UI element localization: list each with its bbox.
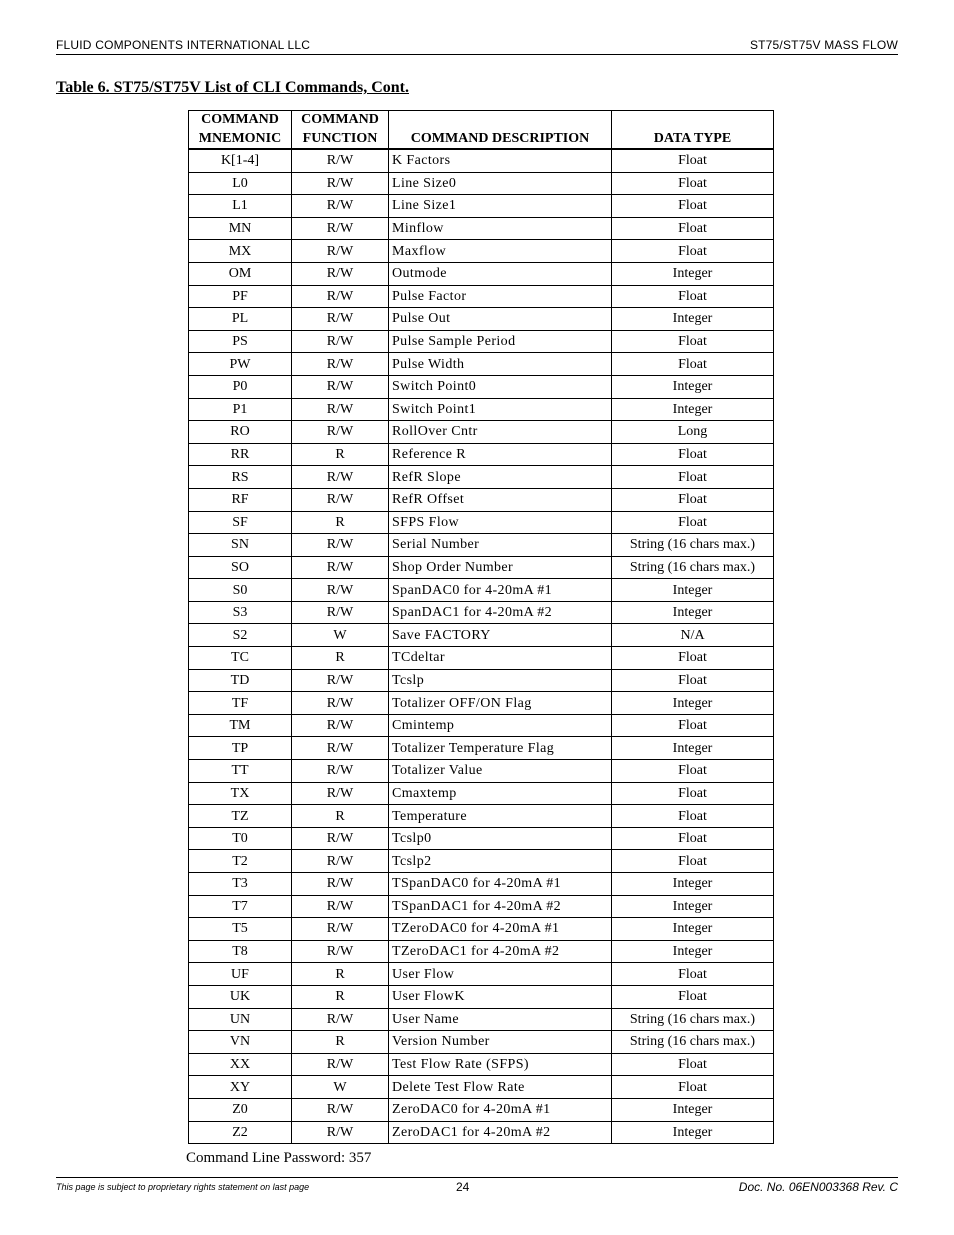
cell-data-type: Integer — [612, 579, 774, 602]
cell-mnemonic: S0 — [189, 579, 292, 602]
cell-function: R/W — [292, 918, 389, 941]
cell-data-type: Float — [612, 714, 774, 737]
cell-description: Test Flow Rate (SFPS) — [389, 1053, 612, 1076]
cell-function: R/W — [292, 1098, 389, 1121]
table-row — [189, 466, 774, 489]
cell-description: Outmode — [389, 262, 612, 285]
cell-function: R/W — [292, 172, 389, 195]
cell-description: Reference R — [389, 443, 612, 466]
cell-mnemonic: T3 — [189, 873, 292, 896]
cell-data-type: String (16 chars max.) — [612, 1031, 774, 1054]
cell-data-type: Integer — [612, 940, 774, 963]
table-row — [189, 579, 774, 602]
cell-description: TSpanDAC0 for 4-20mA #1 — [389, 873, 612, 896]
cell-description: TCdeltar — [389, 647, 612, 670]
cell-data-type: Float — [612, 1076, 774, 1099]
cell-data-type: Float — [612, 805, 774, 828]
table-row — [189, 308, 774, 331]
cell-mnemonic: PL — [189, 308, 292, 331]
table-row — [189, 1098, 774, 1121]
cell-mnemonic: TF — [189, 692, 292, 715]
cell-mnemonic: T0 — [189, 827, 292, 850]
cell-mnemonic: PF — [189, 285, 292, 308]
cell-data-type: Integer — [612, 1098, 774, 1121]
cell-mnemonic: Z2 — [189, 1121, 292, 1144]
cell-function: R/W — [292, 398, 389, 421]
table-row — [189, 895, 774, 918]
cell-mnemonic: SN — [189, 534, 292, 557]
table-row — [189, 1008, 774, 1031]
cell-mnemonic: L1 — [189, 195, 292, 218]
cell-description: Totalizer OFF/ON Flag — [389, 692, 612, 715]
cell-description: Cmintemp — [389, 714, 612, 737]
cell-data-type: Float — [612, 1053, 774, 1076]
cell-description: Switch Point0 — [389, 375, 612, 398]
table-row — [189, 353, 774, 376]
cell-data-type: Float — [612, 511, 774, 534]
table-row — [189, 149, 774, 172]
cell-function: R/W — [292, 782, 389, 805]
cell-description: Tcslp2 — [389, 850, 612, 873]
cell-description: Tcslp0 — [389, 827, 612, 850]
cell-data-type: Integer — [612, 895, 774, 918]
cell-description: Tcslp — [389, 669, 612, 692]
cell-function: R/W — [292, 330, 389, 353]
cell-description: Pulse Width — [389, 353, 612, 376]
table-row — [189, 827, 774, 850]
cell-description: SFPS Flow — [389, 511, 612, 534]
cell-description: RollOver Cntr — [389, 421, 612, 444]
cell-function: W — [292, 624, 389, 647]
cell-description: Line Size0 — [389, 172, 612, 195]
cell-data-type: Integer — [612, 692, 774, 715]
cell-mnemonic: RS — [189, 466, 292, 489]
cell-function: R/W — [292, 1008, 389, 1031]
password-note: Command Line Password: 357 — [186, 1150, 372, 1166]
cell-data-type: Integer — [612, 918, 774, 941]
table-row — [189, 172, 774, 195]
page-number: 24 — [456, 1180, 470, 1194]
cell-description: Line Size1 — [389, 195, 612, 218]
cell-function: W — [292, 1076, 389, 1099]
cell-data-type: Float — [612, 240, 774, 263]
cell-function: R/W — [292, 240, 389, 263]
cell-data-type: N/A — [612, 624, 774, 647]
header-function-line2: FUNCTION — [292, 129, 389, 149]
cell-description: Maxflow — [389, 240, 612, 263]
footer-divider — [56, 1177, 898, 1178]
table-row — [189, 1076, 774, 1099]
cell-mnemonic: TD — [189, 669, 292, 692]
cell-mnemonic: RR — [189, 443, 292, 466]
table-row — [189, 195, 774, 218]
table-row — [189, 782, 774, 805]
table-header — [189, 111, 774, 150]
cell-function: R/W — [292, 308, 389, 331]
cell-data-type: Integer — [612, 308, 774, 331]
cell-function: R/W — [292, 195, 389, 218]
cell-mnemonic: UF — [189, 963, 292, 986]
cell-function: R/W — [292, 534, 389, 557]
cell-data-type: Integer — [612, 1121, 774, 1144]
cell-mnemonic: T2 — [189, 850, 292, 873]
cell-description: Pulse Factor — [389, 285, 612, 308]
table-row — [189, 963, 774, 986]
cell-data-type: Integer — [612, 398, 774, 421]
cell-mnemonic: SO — [189, 556, 292, 579]
cell-function: R — [292, 647, 389, 670]
cell-mnemonic: MX — [189, 240, 292, 263]
cell-description: User FlowK — [389, 985, 612, 1008]
cell-mnemonic: PW — [189, 353, 292, 376]
cell-function: R/W — [292, 217, 389, 240]
cell-description: Pulse Out — [389, 308, 612, 331]
cell-description: Pulse Sample Period — [389, 330, 612, 353]
header-function-line1: COMMAND — [292, 111, 389, 130]
cell-data-type: Float — [612, 285, 774, 308]
cell-data-type: Float — [612, 217, 774, 240]
cell-function: R/W — [292, 714, 389, 737]
cell-mnemonic: TM — [189, 714, 292, 737]
table-row — [189, 262, 774, 285]
cell-mnemonic: OM — [189, 262, 292, 285]
cli-commands-table — [188, 110, 774, 1144]
cell-function: R/W — [292, 850, 389, 873]
cell-description: Save FACTORY — [389, 624, 612, 647]
table-row — [189, 624, 774, 647]
cell-mnemonic: TP — [189, 737, 292, 760]
cell-data-type: Float — [612, 669, 774, 692]
cell-data-type: Float — [612, 782, 774, 805]
cell-data-type: Float — [612, 466, 774, 489]
cell-data-type: Float — [612, 963, 774, 986]
header-description: COMMAND DESCRIPTION — [389, 129, 612, 149]
cell-mnemonic: P1 — [189, 398, 292, 421]
header-mnemonic-line2: MNEMONIC — [189, 129, 292, 149]
cell-function: R/W — [292, 940, 389, 963]
cell-mnemonic: Z0 — [189, 1098, 292, 1121]
cell-function: R/W — [292, 601, 389, 624]
header-description-spacer — [389, 111, 612, 130]
table-row — [189, 511, 774, 534]
cell-function: R/W — [292, 488, 389, 511]
cell-mnemonic: RF — [189, 488, 292, 511]
table-row — [189, 443, 774, 466]
cell-data-type: Float — [612, 149, 774, 172]
table-row — [189, 985, 774, 1008]
table-row — [189, 647, 774, 670]
cell-description: Totalizer Value — [389, 760, 612, 783]
cell-mnemonic: S2 — [189, 624, 292, 647]
page-header-company: FLUID COMPONENTS INTERNATIONAL LLC — [56, 38, 311, 52]
cell-function: R/W — [292, 149, 389, 172]
cell-data-type: Integer — [612, 262, 774, 285]
table-row — [189, 398, 774, 421]
cell-description: TZeroDAC0 for 4-20mA #1 — [389, 918, 612, 941]
cell-mnemonic: T7 — [189, 895, 292, 918]
cell-description: Cmaxtemp — [389, 782, 612, 805]
cell-description: User Flow — [389, 963, 612, 986]
table-row — [189, 601, 774, 624]
table-row — [189, 760, 774, 783]
cell-mnemonic: RO — [189, 421, 292, 444]
header-data-type: DATA TYPE — [612, 129, 774, 149]
cell-description: RefR Slope — [389, 466, 612, 489]
cell-description: TZeroDAC1 for 4-20mA #2 — [389, 940, 612, 963]
cell-function: R — [292, 1031, 389, 1054]
table-row — [189, 1031, 774, 1054]
cell-function: R — [292, 443, 389, 466]
cell-description: Temperature — [389, 805, 612, 828]
cell-mnemonic: PS — [189, 330, 292, 353]
cell-function: R/W — [292, 1053, 389, 1076]
cell-data-type: Float — [612, 172, 774, 195]
cell-data-type: Float — [612, 195, 774, 218]
cell-function: R/W — [292, 760, 389, 783]
cell-data-type: Float — [612, 443, 774, 466]
cell-function: R/W — [292, 692, 389, 715]
page-header-product: ST75/ST75V MASS FLOW — [749, 38, 898, 52]
cell-mnemonic: VN — [189, 1031, 292, 1054]
cell-data-type: Float — [612, 985, 774, 1008]
table-row — [189, 873, 774, 896]
cell-function: R/W — [292, 737, 389, 760]
cell-function: R/W — [292, 421, 389, 444]
cell-data-type: Integer — [612, 601, 774, 624]
table-title: Table 6. ST75/ST75V List of CLI Commands, Cont. — [56, 79, 409, 96]
table-row — [189, 918, 774, 941]
table-row — [189, 285, 774, 308]
cell-description: TSpanDAC1 for 4-20mA #2 — [389, 895, 612, 918]
cell-function: R/W — [292, 375, 389, 398]
cell-function: R/W — [292, 262, 389, 285]
table-row — [189, 556, 774, 579]
cell-description: ZeroDAC0 for 4-20mA #1 — [389, 1098, 612, 1121]
cell-mnemonic: TC — [189, 647, 292, 670]
cell-description: SpanDAC0 for 4-20mA #1 — [389, 579, 612, 602]
cell-description: K Factors — [389, 149, 612, 172]
cell-description: Delete Test Flow Rate — [389, 1076, 612, 1099]
cell-data-type: Float — [612, 330, 774, 353]
cell-function: R/W — [292, 579, 389, 602]
table-row — [189, 1053, 774, 1076]
cell-mnemonic: T5 — [189, 918, 292, 941]
cell-description: Serial Number — [389, 534, 612, 557]
cell-mnemonic: SF — [189, 511, 292, 534]
table-row — [189, 488, 774, 511]
table-row — [189, 669, 774, 692]
cell-mnemonic: L0 — [189, 172, 292, 195]
table-row — [189, 217, 774, 240]
header-mnemonic-line1: COMMAND — [189, 111, 292, 130]
cell-mnemonic: S3 — [189, 601, 292, 624]
cell-mnemonic: P0 — [189, 375, 292, 398]
cell-function: R — [292, 805, 389, 828]
cell-function: R/W — [292, 873, 389, 896]
table-body — [189, 149, 774, 1144]
cell-data-type: String (16 chars max.) — [612, 1008, 774, 1031]
cell-data-type: Float — [612, 850, 774, 873]
table-row — [189, 692, 774, 715]
header-divider — [56, 54, 898, 55]
cell-mnemonic: UK — [189, 985, 292, 1008]
cell-description: RefR Offset — [389, 488, 612, 511]
cell-data-type: Float — [612, 827, 774, 850]
cell-description: Totalizer Temperature Flag — [389, 737, 612, 760]
cell-description: User Name — [389, 1008, 612, 1031]
cell-data-type: Integer — [612, 873, 774, 896]
table-row — [189, 375, 774, 398]
cell-data-type: Float — [612, 647, 774, 670]
table-row — [189, 940, 774, 963]
cell-description: Switch Point1 — [389, 398, 612, 421]
cell-data-type: String (16 chars max.) — [612, 556, 774, 579]
cell-function: R/W — [292, 285, 389, 308]
cell-mnemonic: UN — [189, 1008, 292, 1031]
cell-data-type: Integer — [612, 737, 774, 760]
cell-data-type: Float — [612, 488, 774, 511]
table-row — [189, 737, 774, 760]
cell-function: R — [292, 963, 389, 986]
cell-description: Version Number — [389, 1031, 612, 1054]
cell-description: SpanDAC1 for 4-20mA #2 — [389, 601, 612, 624]
table-row — [189, 1121, 774, 1144]
table-row — [189, 714, 774, 737]
cell-function: R — [292, 985, 389, 1008]
cell-description: ZeroDAC1 for 4-20mA #2 — [389, 1121, 612, 1144]
cell-description: Shop Order Number — [389, 556, 612, 579]
cell-mnemonic: T8 — [189, 940, 292, 963]
table-row — [189, 534, 774, 557]
cell-data-type: String (16 chars max.) — [612, 534, 774, 557]
table-row — [189, 421, 774, 444]
cell-description: Minflow — [389, 217, 612, 240]
cell-mnemonic: XX — [189, 1053, 292, 1076]
table-row — [189, 330, 774, 353]
cell-function: R/W — [292, 669, 389, 692]
table-row — [189, 850, 774, 873]
header-datatype-spacer — [612, 111, 774, 130]
document-number: Doc. No. 06EN003368 Rev. C — [738, 1180, 898, 1194]
cell-mnemonic: K[1-4] — [189, 149, 292, 172]
cell-mnemonic: TX — [189, 782, 292, 805]
cell-data-type: Float — [612, 353, 774, 376]
cell-function: R/W — [292, 556, 389, 579]
cell-mnemonic: TZ — [189, 805, 292, 828]
cell-data-type: Integer — [612, 375, 774, 398]
table-row — [189, 805, 774, 828]
footer-proprietary-note: This page is subject to proprietary rights statement on last page — [56, 1182, 310, 1192]
cell-function: R/W — [292, 466, 389, 489]
cell-data-type: Long — [612, 421, 774, 444]
cell-function: R/W — [292, 895, 389, 918]
cell-function: R/W — [292, 1121, 389, 1144]
table-row — [189, 240, 774, 263]
cell-data-type: Float — [612, 760, 774, 783]
cell-mnemonic: XY — [189, 1076, 292, 1099]
cell-function: R/W — [292, 827, 389, 850]
cell-mnemonic: TT — [189, 760, 292, 783]
cell-function: R/W — [292, 353, 389, 376]
cell-function: R — [292, 511, 389, 534]
cell-mnemonic: MN — [189, 217, 292, 240]
